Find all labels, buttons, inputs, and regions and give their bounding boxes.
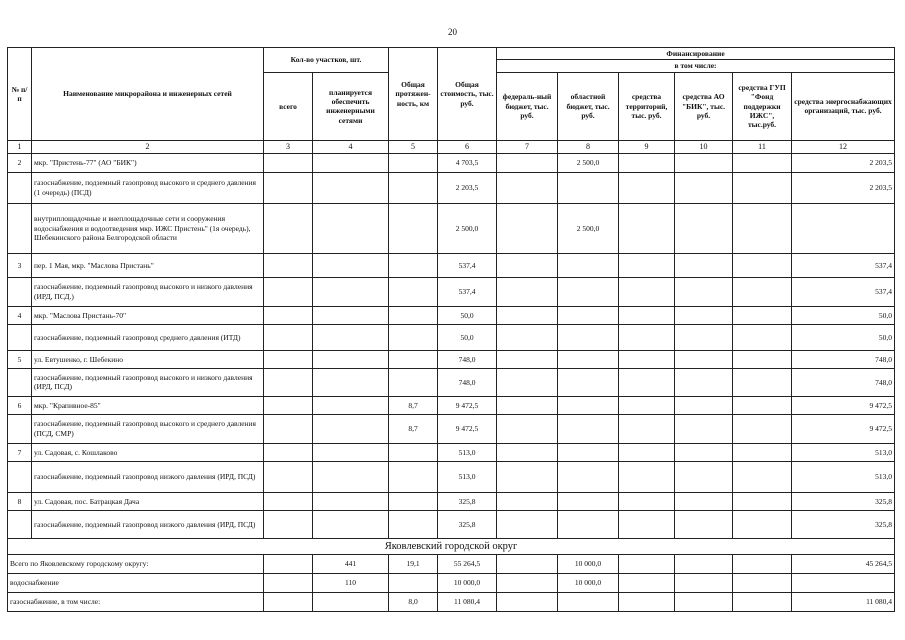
column-number-row bbox=[8, 140, 895, 153]
cell-energy: 537,4 bbox=[792, 277, 895, 306]
cell-energy: 325,8 bbox=[792, 492, 895, 510]
cell-fund bbox=[733, 306, 792, 324]
cell-planned bbox=[313, 368, 389, 396]
cell-bik bbox=[675, 573, 733, 592]
cell-num bbox=[8, 461, 32, 492]
cell-length bbox=[389, 306, 438, 324]
item-row bbox=[8, 203, 895, 253]
cell-name: ул. Евтушенко, г. Шебекино bbox=[32, 350, 264, 368]
cell-planned bbox=[313, 510, 389, 538]
cell-length bbox=[389, 153, 438, 172]
cell-name: газоснабжение, подземный газопровод высокого и среднего давления (1 очередь) (ПСД) bbox=[32, 172, 264, 203]
cell-regional bbox=[558, 277, 619, 306]
section-row bbox=[8, 350, 895, 368]
cell-total bbox=[264, 253, 313, 277]
cell-num: 8 bbox=[8, 492, 32, 510]
cell-regional: 2 500,0 bbox=[558, 153, 619, 172]
cell-fund bbox=[733, 396, 792, 414]
cell-bik bbox=[675, 203, 733, 253]
cell-federal bbox=[497, 414, 558, 443]
cell-num bbox=[8, 414, 32, 443]
column-number: 8 bbox=[558, 140, 619, 153]
cell-energy: 537,4 bbox=[792, 253, 895, 277]
cell-regional bbox=[558, 396, 619, 414]
cell-length bbox=[389, 368, 438, 396]
cell-length bbox=[389, 573, 438, 592]
cell-num bbox=[8, 324, 32, 350]
header-plots-planned: планируется обеспечить инженерными сетями bbox=[313, 72, 389, 140]
cell-regional bbox=[558, 414, 619, 443]
section-row bbox=[8, 396, 895, 414]
cell-planned bbox=[313, 172, 389, 203]
section-row bbox=[8, 306, 895, 324]
cell-federal bbox=[497, 203, 558, 253]
cell-federal bbox=[497, 510, 558, 538]
table-summary bbox=[8, 538, 895, 611]
table-header bbox=[8, 48, 895, 154]
cell-num bbox=[8, 368, 32, 396]
cell-energy: 50,0 bbox=[792, 324, 895, 350]
column-number: 7 bbox=[497, 140, 558, 153]
cell-num: 2 bbox=[8, 153, 32, 172]
cell-federal bbox=[497, 324, 558, 350]
cell-planned bbox=[313, 203, 389, 253]
column-number: 2 bbox=[32, 140, 264, 153]
cell-planned bbox=[313, 306, 389, 324]
cell-num bbox=[8, 172, 32, 203]
cell-fund bbox=[733, 443, 792, 461]
cell-territory bbox=[619, 592, 675, 611]
cell-name: газоснабжение, подземный газопровод высокого и среднего давления (ПСД, СМР) bbox=[32, 414, 264, 443]
cell-regional: 10 000,0 bbox=[558, 573, 619, 592]
cell-planned bbox=[313, 414, 389, 443]
cell-length: 8,7 bbox=[389, 414, 438, 443]
cell-energy: 45 264,5 bbox=[792, 554, 895, 573]
cell-name: мкр. "Маслова Пристань-70" bbox=[32, 306, 264, 324]
cell-territory bbox=[619, 510, 675, 538]
cell-name: ул. Садовая, с. Кошлаково bbox=[32, 443, 264, 461]
cell-federal bbox=[497, 554, 558, 573]
cell-federal bbox=[497, 461, 558, 492]
cell-length bbox=[389, 172, 438, 203]
cell-territory bbox=[619, 573, 675, 592]
cell-regional bbox=[558, 350, 619, 368]
page-number: 20 bbox=[448, 27, 457, 37]
cell-bik bbox=[675, 554, 733, 573]
cell-territory bbox=[619, 306, 675, 324]
cell-length bbox=[389, 350, 438, 368]
cell-planned bbox=[313, 350, 389, 368]
cell-energy: 9 472,5 bbox=[792, 414, 895, 443]
cell-name: водоснабжение bbox=[8, 573, 264, 592]
cell-bik bbox=[675, 253, 733, 277]
cell-energy bbox=[792, 203, 895, 253]
cell-planned: 441 bbox=[313, 554, 389, 573]
cell-cost: 537,4 bbox=[438, 277, 497, 306]
cell-bik bbox=[675, 153, 733, 172]
header-energy: средства энергоснабжающих организаций, тыс. руб. bbox=[792, 72, 895, 140]
cell-cost: 2 203,5 bbox=[438, 172, 497, 203]
cell-regional bbox=[558, 253, 619, 277]
cell-fund bbox=[733, 253, 792, 277]
cell-name: газоснабжение, подземный газопровод низкого давления (ИРД, ПСД) bbox=[32, 461, 264, 492]
cell-regional bbox=[558, 324, 619, 350]
cell-cost: 50,0 bbox=[438, 324, 497, 350]
cell-num: 7 bbox=[8, 443, 32, 461]
cell-cost: 537,4 bbox=[438, 253, 497, 277]
cell-energy: 50,0 bbox=[792, 306, 895, 324]
cell-fund bbox=[733, 492, 792, 510]
cell-planned bbox=[313, 461, 389, 492]
header-length: Общая протяжен-ность, км bbox=[389, 48, 438, 141]
cell-fund bbox=[733, 324, 792, 350]
cell-regional: 2 500,0 bbox=[558, 203, 619, 253]
column-number: 9 bbox=[619, 140, 675, 153]
cell-planned bbox=[313, 277, 389, 306]
section-row bbox=[8, 253, 895, 277]
header-num: № п/п bbox=[8, 48, 32, 141]
cell-total bbox=[264, 443, 313, 461]
header-plots-group: Кол-во участков, шт. bbox=[264, 48, 389, 73]
cell-energy: 2 203,5 bbox=[792, 172, 895, 203]
cell-fund bbox=[733, 592, 792, 611]
cell-length bbox=[389, 203, 438, 253]
cell-bik bbox=[675, 368, 733, 396]
cell-num bbox=[8, 203, 32, 253]
cell-planned: 110 bbox=[313, 573, 389, 592]
cell-name: пер. 1 Мая, мкр. "Маслова Пристань" bbox=[32, 253, 264, 277]
cell-total bbox=[264, 461, 313, 492]
cell-federal bbox=[497, 368, 558, 396]
cell-federal bbox=[497, 277, 558, 306]
cell-cost: 2 500,0 bbox=[438, 203, 497, 253]
cell-name: Всего по Яковлевскому городскому округу: bbox=[8, 554, 264, 573]
cell-fund bbox=[733, 350, 792, 368]
summary-row bbox=[8, 573, 895, 592]
header-bik: средства АО "БИК", тыс. руб. bbox=[675, 72, 733, 140]
cell-regional bbox=[558, 461, 619, 492]
item-row bbox=[8, 172, 895, 203]
table-body bbox=[8, 153, 895, 538]
cell-territory bbox=[619, 461, 675, 492]
cell-regional bbox=[558, 306, 619, 324]
cell-name: газоснабжение, подземный газопровод среднего давления (ИТД) bbox=[32, 324, 264, 350]
cell-total bbox=[264, 414, 313, 443]
cell-fund bbox=[733, 554, 792, 573]
cell-territory bbox=[619, 396, 675, 414]
cell-num: 5 bbox=[8, 350, 32, 368]
cell-cost: 50,0 bbox=[438, 306, 497, 324]
cell-cost: 10 000,0 bbox=[438, 573, 497, 592]
header-plots-total: всего bbox=[264, 72, 313, 140]
header-financing: Финансирование bbox=[497, 48, 895, 60]
header-including: в том числе: bbox=[497, 60, 895, 72]
cell-territory bbox=[619, 368, 675, 396]
cell-regional bbox=[558, 368, 619, 396]
cell-territory bbox=[619, 324, 675, 350]
header-territory: средства территорий, тыс. руб. bbox=[619, 72, 675, 140]
column-number: 3 bbox=[264, 140, 313, 153]
cell-federal bbox=[497, 153, 558, 172]
cell-bik bbox=[675, 461, 733, 492]
cell-total bbox=[264, 153, 313, 172]
cell-cost: 4 703,5 bbox=[438, 153, 497, 172]
cell-territory bbox=[619, 172, 675, 203]
cell-bik bbox=[675, 277, 733, 306]
cell-fund bbox=[733, 368, 792, 396]
cell-planned bbox=[313, 492, 389, 510]
column-number: 4 bbox=[313, 140, 389, 153]
cell-fund bbox=[733, 461, 792, 492]
cell-length: 8,0 bbox=[389, 592, 438, 611]
cell-total bbox=[264, 554, 313, 573]
cell-fund bbox=[733, 414, 792, 443]
cell-total bbox=[264, 368, 313, 396]
cell-bik bbox=[675, 396, 733, 414]
cell-cost: 11 080,4 bbox=[438, 592, 497, 611]
cell-fund bbox=[733, 510, 792, 538]
header-name: Наименование микрорайона и инженерных сетей bbox=[32, 48, 264, 141]
cell-cost: 9 472,5 bbox=[438, 414, 497, 443]
cell-bik bbox=[675, 306, 733, 324]
cell-territory bbox=[619, 492, 675, 510]
cell-name: газоснабжение, в том числе: bbox=[8, 592, 264, 611]
cell-cost: 55 264,5 bbox=[438, 554, 497, 573]
cell-name: газоснабжение, подземный газопровод высокого и низкого давления (ИРД, ПСД) bbox=[32, 368, 264, 396]
cell-cost: 9 472,5 bbox=[438, 396, 497, 414]
cell-name: мкр. "Крапивное-85" bbox=[32, 396, 264, 414]
cell-fund bbox=[733, 277, 792, 306]
cell-name: ул. Садовая, пос. Батрацкая Дача bbox=[32, 492, 264, 510]
cell-length: 8,7 bbox=[389, 396, 438, 414]
cell-territory bbox=[619, 443, 675, 461]
cell-num bbox=[8, 277, 32, 306]
cell-total bbox=[264, 172, 313, 203]
cell-federal bbox=[497, 306, 558, 324]
cell-cost: 513,0 bbox=[438, 461, 497, 492]
cell-bik bbox=[675, 492, 733, 510]
header-cost: Общая стоимость, тыс. руб. bbox=[438, 48, 497, 141]
cell-total bbox=[264, 396, 313, 414]
cell-energy: 513,0 bbox=[792, 461, 895, 492]
cell-territory bbox=[619, 153, 675, 172]
cell-energy: 748,0 bbox=[792, 350, 895, 368]
cell-num: 3 bbox=[8, 253, 32, 277]
cell-length bbox=[389, 461, 438, 492]
item-row bbox=[8, 324, 895, 350]
cell-bik bbox=[675, 414, 733, 443]
cell-energy: 325,8 bbox=[792, 510, 895, 538]
cell-federal bbox=[497, 350, 558, 368]
item-row bbox=[8, 510, 895, 538]
column-number: 5 bbox=[389, 140, 438, 153]
cell-regional bbox=[558, 172, 619, 203]
cell-cost: 513,0 bbox=[438, 443, 497, 461]
cell-territory bbox=[619, 350, 675, 368]
cell-planned bbox=[313, 324, 389, 350]
cell-territory bbox=[619, 253, 675, 277]
cell-num bbox=[8, 510, 32, 538]
column-number: 1 bbox=[8, 140, 32, 153]
cell-federal bbox=[497, 443, 558, 461]
cell-federal bbox=[497, 492, 558, 510]
cell-territory bbox=[619, 277, 675, 306]
cell-name: газоснабжение, подземный газопровод низкого давления (ИРД, ПСД) bbox=[32, 510, 264, 538]
column-number: 10 bbox=[675, 140, 733, 153]
cell-cost: 325,8 bbox=[438, 492, 497, 510]
cell-energy: 11 080,4 bbox=[792, 592, 895, 611]
cell-cost: 748,0 bbox=[438, 350, 497, 368]
cell-bik bbox=[675, 172, 733, 203]
summary-row bbox=[8, 592, 895, 611]
section-row bbox=[8, 443, 895, 461]
cell-length bbox=[389, 492, 438, 510]
cell-planned bbox=[313, 443, 389, 461]
cell-length bbox=[389, 324, 438, 350]
cell-total bbox=[264, 306, 313, 324]
cell-energy: 2 203,5 bbox=[792, 153, 895, 172]
cell-total bbox=[264, 592, 313, 611]
cell-total bbox=[264, 573, 313, 592]
cell-fund bbox=[733, 172, 792, 203]
region-row bbox=[8, 538, 895, 554]
cell-fund bbox=[733, 573, 792, 592]
item-row bbox=[8, 368, 895, 396]
cell-planned bbox=[313, 592, 389, 611]
cell-cost: 748,0 bbox=[438, 368, 497, 396]
cell-bik bbox=[675, 324, 733, 350]
cell-num: 4 bbox=[8, 306, 32, 324]
item-row bbox=[8, 414, 895, 443]
cell-name: внутриплощадочные и внеплощадочные сети и сооружения водоснабжения и водоотведения мкр. ИЖС Пристень" (1я очередь), Шебекинского района Белгородской области bbox=[32, 203, 264, 253]
column-number: 11 bbox=[733, 140, 792, 153]
cell-territory bbox=[619, 203, 675, 253]
cell-federal bbox=[497, 592, 558, 611]
cell-total bbox=[264, 277, 313, 306]
cell-length bbox=[389, 510, 438, 538]
cell-energy: 9 472,5 bbox=[792, 396, 895, 414]
cell-bik bbox=[675, 510, 733, 538]
header-federal: федераль-ный бюджет, тыс. руб. bbox=[497, 72, 558, 140]
cell-energy: 513,0 bbox=[792, 443, 895, 461]
cell-territory bbox=[619, 554, 675, 573]
cell-federal bbox=[497, 172, 558, 203]
section-row bbox=[8, 153, 895, 172]
cell-bik bbox=[675, 592, 733, 611]
cell-planned bbox=[313, 253, 389, 277]
cell-federal bbox=[497, 396, 558, 414]
section-row bbox=[8, 492, 895, 510]
cell-cost: 325,8 bbox=[438, 510, 497, 538]
cell-planned bbox=[313, 396, 389, 414]
cell-bik bbox=[675, 350, 733, 368]
region-title: Яковлевский городской округ bbox=[8, 538, 895, 554]
cell-total bbox=[264, 324, 313, 350]
cell-length bbox=[389, 443, 438, 461]
cell-regional bbox=[558, 592, 619, 611]
item-row bbox=[8, 461, 895, 492]
header-fund: средства ГУП "Фонд поддержки ИЖС", тыс.руб. bbox=[733, 72, 792, 140]
cell-energy bbox=[792, 573, 895, 592]
cell-name: газоснабжение, подземный газопровод высокого и низкого давления (ИРД, ПСД.) bbox=[32, 277, 264, 306]
cell-fund bbox=[733, 203, 792, 253]
cell-total bbox=[264, 492, 313, 510]
cell-energy: 748,0 bbox=[792, 368, 895, 396]
cell-bik bbox=[675, 443, 733, 461]
cell-regional bbox=[558, 492, 619, 510]
financing-table bbox=[7, 47, 895, 612]
cell-regional bbox=[558, 510, 619, 538]
cell-federal bbox=[497, 253, 558, 277]
cell-federal bbox=[497, 573, 558, 592]
cell-length bbox=[389, 253, 438, 277]
cell-name: мкр. "Пристень-77" (АО "БИК") bbox=[32, 153, 264, 172]
cell-regional: 10 000,0 bbox=[558, 554, 619, 573]
column-number: 6 bbox=[438, 140, 497, 153]
cell-territory bbox=[619, 414, 675, 443]
item-row bbox=[8, 277, 895, 306]
cell-planned bbox=[313, 153, 389, 172]
cell-fund bbox=[733, 153, 792, 172]
header-regional: областной бюджет, тыс. руб. bbox=[558, 72, 619, 140]
cell-length: 19,1 bbox=[389, 554, 438, 573]
cell-total bbox=[264, 203, 313, 253]
column-number: 12 bbox=[792, 140, 895, 153]
cell-num: 6 bbox=[8, 396, 32, 414]
cell-length bbox=[389, 277, 438, 306]
cell-total bbox=[264, 350, 313, 368]
cell-total bbox=[264, 510, 313, 538]
cell-regional bbox=[558, 443, 619, 461]
summary-row bbox=[8, 554, 895, 573]
